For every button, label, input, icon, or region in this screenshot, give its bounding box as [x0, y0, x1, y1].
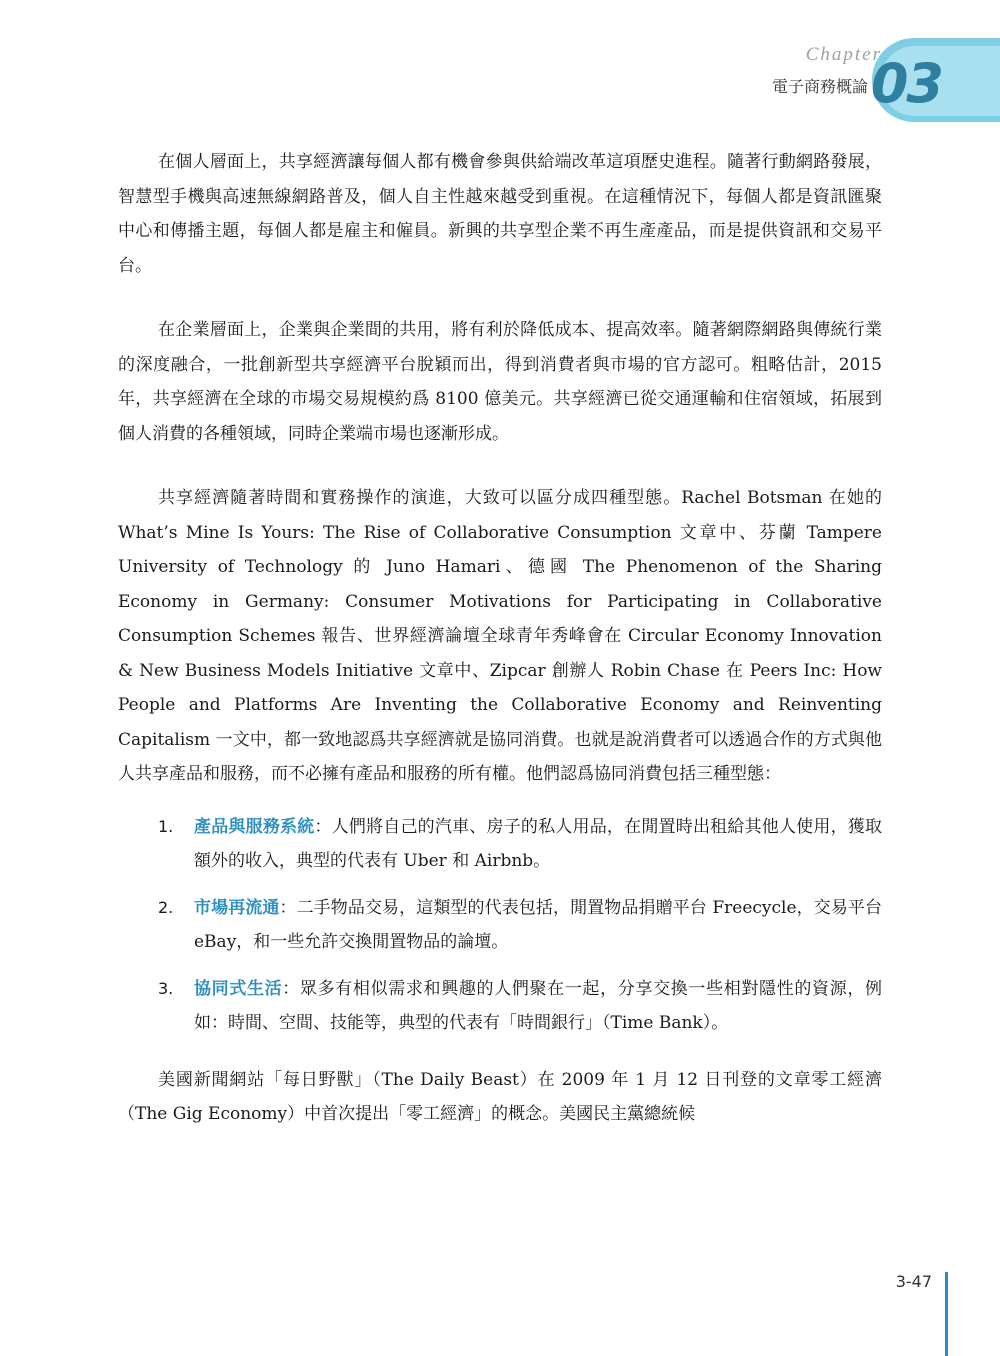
- footer-accent-bar: [945, 1272, 948, 1356]
- list-text: ：人們將自己的汽車、房子的私人用品，在閒置時出租給其他人使用，獲取額外的收入，典型的代表有 Uber 和 Airbnb。: [194, 816, 883, 871]
- paragraph-gig-economy: 美國新聞網站「每日野獸」（The Daily Beast）在 2009 年 1 月 12 日刊登的文章零工經濟（The Gig Economy）中首次提出「零工經濟」的概念。美國民主黨總統候: [118, 1069, 882, 1124]
- page-header: [0, 0, 1000, 130]
- paragraph-individual-level: 在個人層面上，共享經濟讓每個人都有機會參與供給端改革這項歷史進程。隨著行動網路發展，智慧型手機與高速無線網路普及，個人自主性越來越受到重視。在這種情況下，每個人都是資訊匯聚中心和傳播主題，每個人都是雇主和僱員。新興的共享型企業不再生產產品，而是提供資訊和交易平台。: [118, 152, 882, 276]
- chapter-number: 03: [870, 52, 942, 115]
- paragraph-four-types: 共享經濟隨著時間和實務操作的演進，大致可以區分成四種型態。Rachel Botsman 在她的 What’s Mine Is Yours: The Rise of Collaborative Consumption 文章中、芬蘭 Tampere University of Technology 的 Juno Hamari、德國 The Phenomenon of the Sharing Economy in Germany: Consumer Motivations for Participating in Collaborative Consumption Schemes 報告、世界經濟論壇全球青年秀峰會在 Circular Economy Innovation & New Business Models Initiative 文章中、Zipcar 創辦人 Robin Chase 在 Peers Inc: How People and Platforms Are Inventing the Collaborative Economy and Reinventing Capitalism 一文中，都一致地認爲共享經濟就是協同消費。也就是說消費者可以透過合作的方式與他人共享產品和服務，而不必擁有產品和服務的所有權。他們認爲協同消費包括三種型態：: [118, 488, 882, 784]
- list-item: [118, 972, 882, 1041]
- paragraph-enterprise-level: 在企業層面上，企業與企業間的共用，將有利於降低成本、提高效率。隨著網際網路與傳統行業的深度融合，一批創新型共享經濟平台脫穎而出，得到消費者與市場的官方認可。粗略估計，2015 年，共享經濟在全球的市場交易規模約爲 8100 億美元。共享經濟已從交通運輸和住宿領域，拓展到個人消費的各種領域，同時企業端市場也逐漸形成。: [118, 320, 882, 444]
- page-body: [118, 145, 882, 1132]
- chapter-title: 電子商務概論: [771, 77, 868, 96]
- list-term: 產品與服務系統: [194, 816, 315, 837]
- list-item: [118, 891, 882, 960]
- list-number: 1.: [158, 816, 174, 836]
- consumption-types-list: [118, 810, 882, 1041]
- list-term: 市場再流通: [194, 897, 280, 918]
- list-number: 2.: [158, 897, 174, 917]
- list-term: 協同式生活: [194, 978, 283, 999]
- list-number: 3.: [158, 978, 174, 998]
- list-text: ：二手物品交易，這類型的代表包括，閒置物品捐贈平台 Freecycle，交易平台 eBay，和一些允許交換閒置物品的論壇。: [194, 897, 883, 952]
- list-text: ：眾多有相似需求和興趣的人們聚在一起，分享交換一些相對隱性的資源，例如：時間、空間、技能等，典型的代表有「時間銀行」（Time Bank）。: [194, 978, 883, 1033]
- list-item: [118, 810, 882, 879]
- page-number: 3-47: [895, 1272, 932, 1291]
- chapter-label: Chapter: [805, 44, 882, 65]
